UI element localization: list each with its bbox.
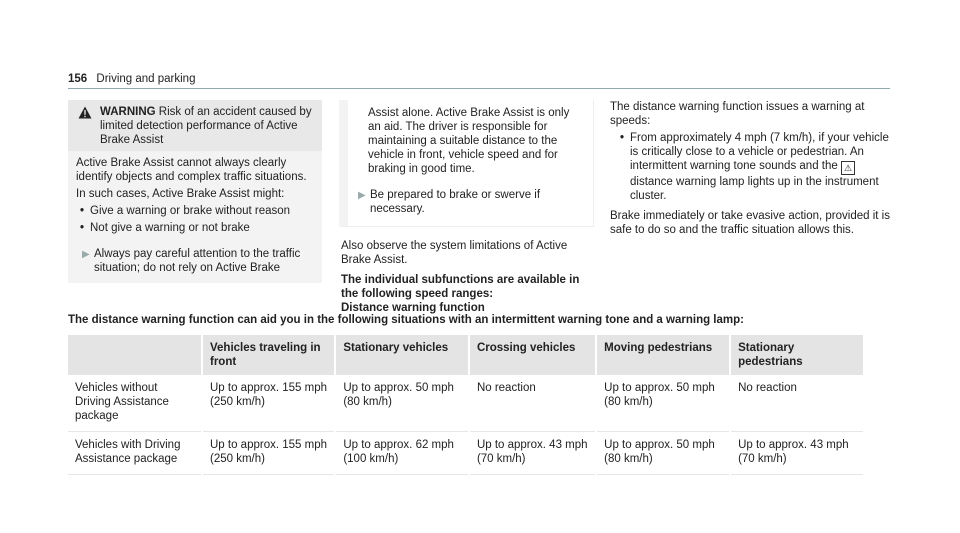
bullet-icon: • [620, 132, 625, 144]
table-cell: Up to approx. 155 mph (250 km/h) [202, 375, 335, 432]
note-2: ▶ Be prepared to brake or swerve if necessary. [358, 189, 541, 215]
header-cell: Stationary vehicles [335, 335, 469, 375]
table-cell: Up to approx. 62 mph (100 km/h) [335, 432, 469, 475]
table-cell: No reaction [469, 375, 596, 432]
warning-para-1: Active Brake Assist cannot always clearly identify objects and complex traffic situations. [76, 157, 307, 183]
warning-triangle-icon [78, 106, 92, 119]
distance-warning-lamp-icon: ⚠ [841, 161, 855, 175]
bullet-icon: • [80, 205, 85, 217]
distance-intro: The distance warning function issues a warning at speeds: [610, 101, 865, 127]
table-row [68, 375, 864, 432]
warning-header [68, 100, 322, 151]
note-1: ▶ Always pay careful attention to the traffic situation; do not rely on Active Brake [82, 248, 301, 274]
warning-para-2: In such cases, Active Brake Assist might: [76, 188, 285, 200]
table-cell: No reaction [730, 375, 864, 432]
table-cell: Vehicles with Driving Assistance package [68, 432, 202, 475]
warning-title: Risk of an accident caused by limited detection performance of Active Brake Assist [100, 106, 312, 146]
arrow-right-icon: ▶ [82, 249, 90, 260]
bullet-icon: • [80, 222, 85, 234]
table-cell: Up to approx. 50 mph (80 km/h) [596, 375, 730, 432]
table-cell: Up to approx. 50 mph (80 km/h) [335, 375, 469, 432]
table-cell: Up to approx. 50 mph (80 km/h) [596, 432, 730, 475]
subfunctions-heading: The individual subfunctions are available in the following speed ranges: [341, 274, 580, 300]
list-item: • Not give a warning or not brake [80, 222, 250, 234]
header-rule [68, 88, 890, 89]
list-item: • Give a warning or brake without reason [80, 205, 291, 217]
header-cell: Vehicles traveling in front [202, 335, 335, 375]
table-cell: Up to approx. 43 mph (70 km/h) [469, 432, 596, 475]
header-cell: Moving pedestrians [596, 335, 730, 375]
list-item: • From approximately 4 mph (7 km/h), if your vehicle is critically close to a vehicle or pedestrian. An intermittent warning tone sounds and the ⚠ distance warning lamp lights up in the instrument cluster. [620, 132, 889, 202]
table-cell: Up to approx. 43 mph (70 km/h) [730, 432, 864, 475]
page-number: 156 [68, 73, 88, 85]
page-header [68, 72, 195, 86]
table-row [68, 432, 864, 475]
header-cell: Crossing vehicles [469, 335, 596, 375]
note-1-continued: Assist alone. Active Brake Assist is only an aid. The driver is responsible for maintaining a suitable distance to the vehicle in front, vehicle speed and for braking in good time. [368, 107, 570, 175]
arrow-right-icon: ▶ [358, 190, 366, 201]
warning-box [68, 100, 322, 283]
warning-body [68, 151, 322, 283]
brake-para: Brake immediately or take evasive action, provided it is safe to do so and the traffic situation allows this. [610, 210, 890, 236]
section-title: Driving and parking [96, 73, 196, 85]
table-title: The distance warning function can aid you in the following situations with an intermittent warning tone and a warning lamp: [68, 314, 744, 326]
table-cell: Up to approx. 155 mph (250 km/h) [202, 432, 335, 475]
column-2 [339, 100, 594, 315]
distance-warning-heading: Distance warning function [341, 302, 485, 314]
table-cell: Vehicles without Driving Assistance package [68, 375, 202, 432]
speed-table [68, 335, 865, 475]
column-3 [610, 100, 890, 237]
table-header-row [68, 335, 864, 375]
header-cell: Stationary pedestrians [730, 335, 864, 375]
warning-label: WARNING [100, 106, 156, 118]
warning-box-continued [339, 100, 594, 227]
limitations-para: Also observe the system limitations of Active Brake Assist. [341, 240, 568, 266]
header-cell [68, 335, 202, 375]
